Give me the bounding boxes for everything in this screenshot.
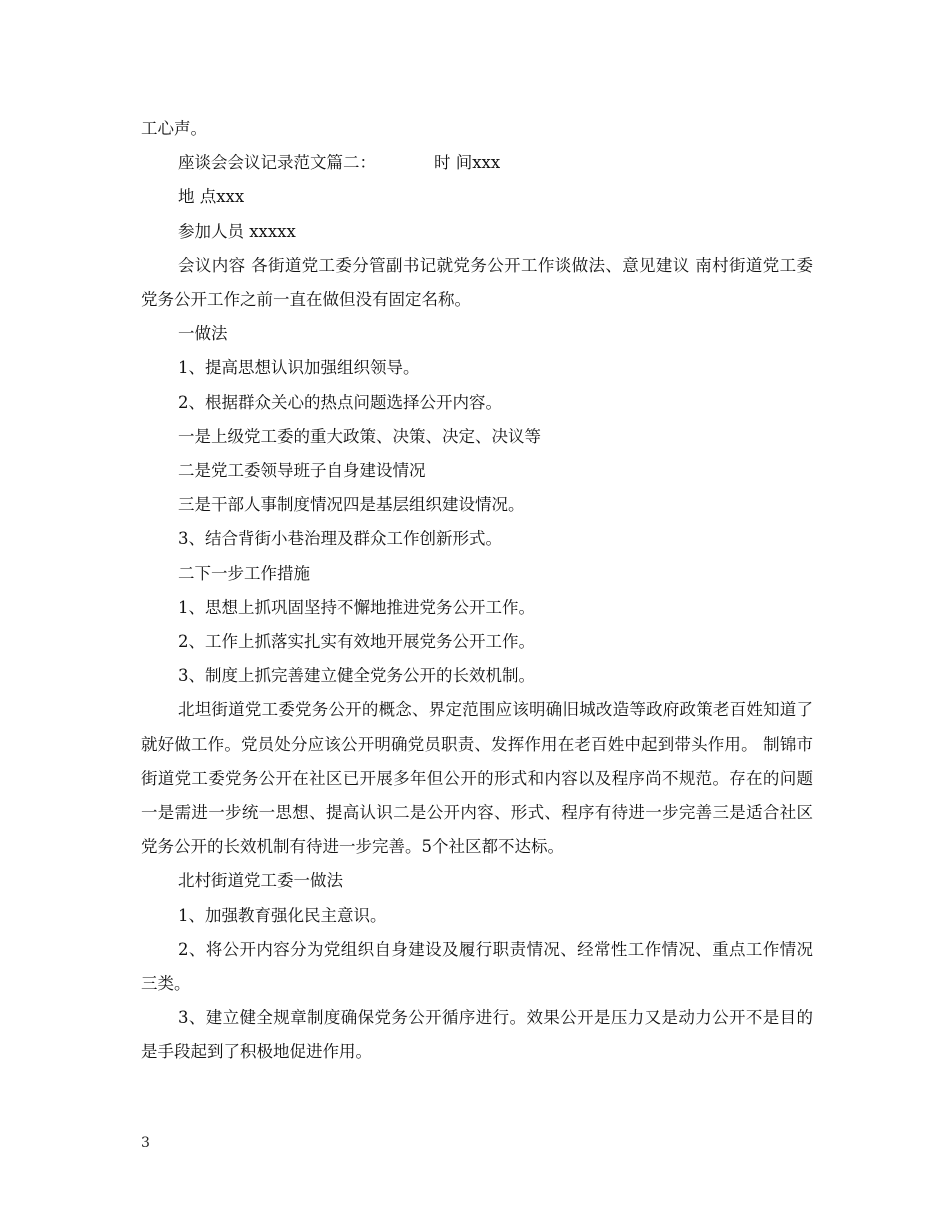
paragraph-item: 2、根据群众关心的热点问题选择公开内容。 <box>178 392 502 412</box>
paragraph-beitan-street: 北坦街道党工委党务公开的概念、界定范围应该明确旧城改造等政府政策老百姓知道了就好做工作。党员处分应该公开明确党员职责、发挥作用在老百姓中起到带头作用。 制锦市街道党工委党务公开在社区已开展多年但公开的形式和内容以及程序尚不规范。存在的问题一是需进一步统一思想、提高认识二是公开内容、形式、程序有待进一步完善三是适合社区党务公开的长效机制有待进一步完善。5个社区都不达标。 <box>141 700 813 857</box>
meeting-time-text: 时 间xxx <box>434 153 501 173</box>
paragraph-item: 3、建立健全规章制度确保党务公开循序进行。效果公开是压力又是动力公开不是目的是手段起到了积极地促进作用。 <box>141 1008 813 1062</box>
document-body <box>141 112 813 1070</box>
paragraph-item: 1、思想上抓巩固坚持不懈地推进党务公开工作。 <box>178 597 535 617</box>
paragraph-item: 一是上级党工委的重大政策、决策、决定、决议等 <box>178 426 541 446</box>
paragraph-item: 二是党工委领导班子自身建设情况 <box>178 461 426 481</box>
paragraph-item: 3、制度上抓完善建立健全党务公开的长效机制。 <box>178 666 535 686</box>
paragraph-heading-beicun-street: 北村街道党工委一做法 <box>178 871 343 891</box>
paragraph-item: 2、工作上抓落实扎实有效地开展党务公开工作。 <box>178 632 535 652</box>
paragraph-item: 3、结合背街小巷治理及群众工作创新形式。 <box>178 529 502 549</box>
page-number: 3 <box>141 1135 150 1151</box>
paragraph-item: 三是干部人事制度情况四是基层组织建设情况。 <box>178 495 525 515</box>
paragraph-item: 1、加强教育强化民主意识。 <box>178 905 387 925</box>
paragraph-meeting-content: 会议内容 各街道党工委分管副书记就党务公开工作谈做法、意见建议 南村街道党工委党务公开工作之前一直在做但没有固定名称。 <box>141 255 813 310</box>
paragraph-section-title <box>141 146 813 180</box>
paragraph-continuation: 工心声。 <box>141 119 207 138</box>
section-title-text: 座谈会会议记录范文篇二： <box>178 153 376 173</box>
paragraph-item: 2、将公开内容分为党组织自身建设及履行职责情况、经常性工作情况、重点工作情况三类。 <box>141 939 813 994</box>
paragraph-attendees: 参加人员 xxxxx <box>178 221 296 241</box>
paragraph-heading-next-steps: 二下一步工作措施 <box>178 563 310 583</box>
paragraph-heading-practice: 一做法 <box>178 324 228 344</box>
paragraph-item: 1、提高思想认识加强组织领导。 <box>178 358 420 378</box>
paragraph-meeting-place: 地 点xxx <box>178 187 245 207</box>
